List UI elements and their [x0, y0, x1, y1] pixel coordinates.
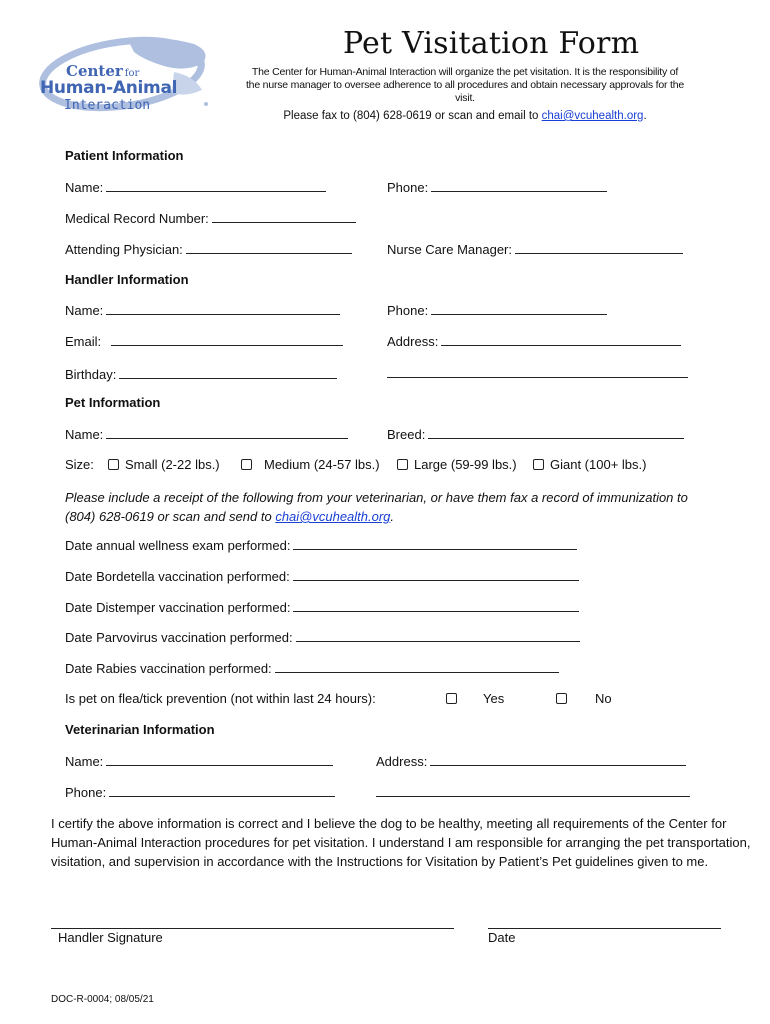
- handler-name-field[interactable]: [65, 302, 340, 318]
- vet-note-line1: Please include a receipt of the following from your veterinarian, or have them fax a record of immunization to: [65, 490, 688, 505]
- patient-physician-field[interactable]: [65, 241, 352, 257]
- handler-birthday-field[interactable]: [65, 366, 337, 382]
- patient-nurse-field[interactable]: [387, 241, 683, 257]
- patient-mrn-field[interactable]: [65, 210, 356, 226]
- checkbox-icon[interactable]: [446, 693, 457, 704]
- pet-breed-field[interactable]: [387, 426, 684, 442]
- fax-email-link[interactable]: chai@vcuhealth.org: [541, 110, 644, 122]
- logo-human-animal-text: Human-Animal: [40, 78, 178, 98]
- distemper-date-field[interactable]: [65, 599, 579, 615]
- form-title: Pet Visitation Form: [343, 26, 640, 61]
- rabies-date-label: Date Rabies vaccination performed:: [65, 661, 272, 676]
- checkbox-icon[interactable]: [397, 459, 408, 470]
- pet-size-label: Size:: [65, 457, 94, 472]
- flea-tick-no-label: No: [595, 691, 612, 706]
- patient-nurse-label: Nurse Care Manager:: [387, 242, 512, 257]
- checkbox-icon[interactable]: [108, 459, 119, 470]
- patient-phone-field[interactable]: [387, 179, 607, 195]
- size-small-label: Small (2-22 lbs.): [125, 457, 220, 472]
- wellness-date-field[interactable]: [65, 537, 577, 553]
- checkbox-icon[interactable]: [556, 693, 567, 704]
- pet-breed-label: Breed:: [387, 427, 426, 442]
- handler-email-label: Email:: [65, 334, 102, 349]
- size-medium-label: Medium (24-57 lbs.): [264, 457, 380, 472]
- handler-phone-field[interactable]: [387, 302, 607, 318]
- bordetella-date-label: Date Bordetella vaccination performed:: [65, 569, 290, 584]
- handler-phone-label: Phone:: [387, 303, 429, 318]
- logo-center-text: Center for: [66, 62, 140, 80]
- size-large-label: Large (59-99 lbs.): [414, 457, 517, 472]
- vet-note-email-link[interactable]: chai@vcuhealth.org: [275, 509, 391, 524]
- patient-phone-label: Phone:: [387, 180, 429, 195]
- size-giant-label: Giant (100+ lbs.): [550, 457, 647, 472]
- flea-tick-question: Is pet on flea/tick prevention (not within last 24 hours):: [65, 691, 376, 706]
- fax-instructions: [245, 110, 685, 122]
- handler-email-field[interactable]: [65, 333, 343, 349]
- checkbox-icon[interactable]: [241, 459, 252, 470]
- handler-birthday-label: Birthday:: [65, 367, 117, 382]
- vet-name-field[interactable]: [65, 753, 333, 769]
- rabies-date-field[interactable]: [65, 660, 559, 676]
- vet-phone-field[interactable]: [65, 784, 335, 800]
- logo-interaction-text: Interaction: [64, 98, 151, 113]
- flea-tick-yes-label: Yes: [483, 691, 505, 706]
- vet-note-line2-text: (804) 628-0619 or scan and send to: [65, 509, 276, 524]
- pet-name-field[interactable]: [65, 426, 348, 442]
- parvovirus-date-label: Date Parvovirus vaccination performed:: [65, 630, 293, 645]
- size-option-small[interactable]: [108, 457, 220, 472]
- pet-heading: Pet Information: [65, 395, 161, 410]
- handler-address-line-2[interactable]: [387, 377, 688, 378]
- size-option-medium[interactable]: [241, 457, 380, 472]
- pet-name-label: Name:: [65, 427, 104, 442]
- fax-text: Please fax to (804) 628-0619 or scan and email to: [283, 110, 542, 122]
- vet-records-note: [65, 488, 715, 526]
- patient-name-label: Name:: [65, 180, 104, 195]
- intro-text: The Center for Human-Animal Interaction will organize the pet visitation. It is the responsibility of the nurse manager to oversee adherence to all procedures and obtain necessary approvals for the visit.: [245, 66, 685, 104]
- vet-note-line2: [65, 507, 715, 526]
- vet-address-label: Address:: [376, 754, 428, 769]
- date-signature-label: Date: [488, 930, 516, 945]
- document-id: DOC-R-0004; 08/05/21: [51, 994, 154, 1005]
- certification-statement: I certify the above information is correct and I believe the dog to be healthy, meeting all requirements of the Center for Human-Animal Interaction procedures for pet visitation. I understand I am responsible for arranging the pet transportation, visitation, and supervision in accordance with the Instructions for Visitation by Patient’s Pet guidelines given to me.: [51, 816, 751, 869]
- vet-address-field[interactable]: [376, 753, 686, 769]
- wellness-date-label: Date annual wellness exam performed:: [65, 538, 291, 553]
- vet-address-line-2[interactable]: [376, 796, 690, 797]
- bordetella-date-field[interactable]: [65, 568, 579, 584]
- flea-tick-yes-option[interactable]: [446, 691, 504, 706]
- patient-mrn-label: Medical Record Number:: [65, 211, 209, 226]
- handler-heading: Handler Information: [65, 272, 189, 287]
- distemper-date-label: Date Distemper vaccination performed:: [65, 600, 291, 615]
- patient-name-field[interactable]: [65, 179, 326, 195]
- flea-tick-no-option[interactable]: [556, 691, 612, 706]
- handler-address-field[interactable]: [387, 333, 681, 349]
- handler-name-label: Name:: [65, 303, 104, 318]
- handler-signature-line[interactable]: [51, 928, 454, 929]
- date-signature-line[interactable]: [488, 928, 721, 929]
- vet-phone-label: Phone:: [65, 785, 107, 800]
- patient-heading: Patient Information: [65, 148, 184, 163]
- fax-suffix: .: [643, 110, 647, 122]
- patient-physician-label: Attending Physician:: [65, 242, 183, 257]
- checkbox-icon[interactable]: [533, 459, 544, 470]
- parvovirus-date-field[interactable]: [65, 629, 580, 645]
- vet-note-line2-suffix: .: [390, 509, 395, 524]
- vet-name-label: Name:: [65, 754, 104, 769]
- handler-signature-label: Handler Signature: [58, 930, 163, 945]
- size-option-large[interactable]: [397, 457, 517, 472]
- vet-heading: Veterinarian Information: [65, 722, 215, 737]
- size-option-giant[interactable]: [533, 457, 646, 472]
- chai-logo: [34, 32, 234, 112]
- handler-address-label: Address:: [387, 334, 439, 349]
